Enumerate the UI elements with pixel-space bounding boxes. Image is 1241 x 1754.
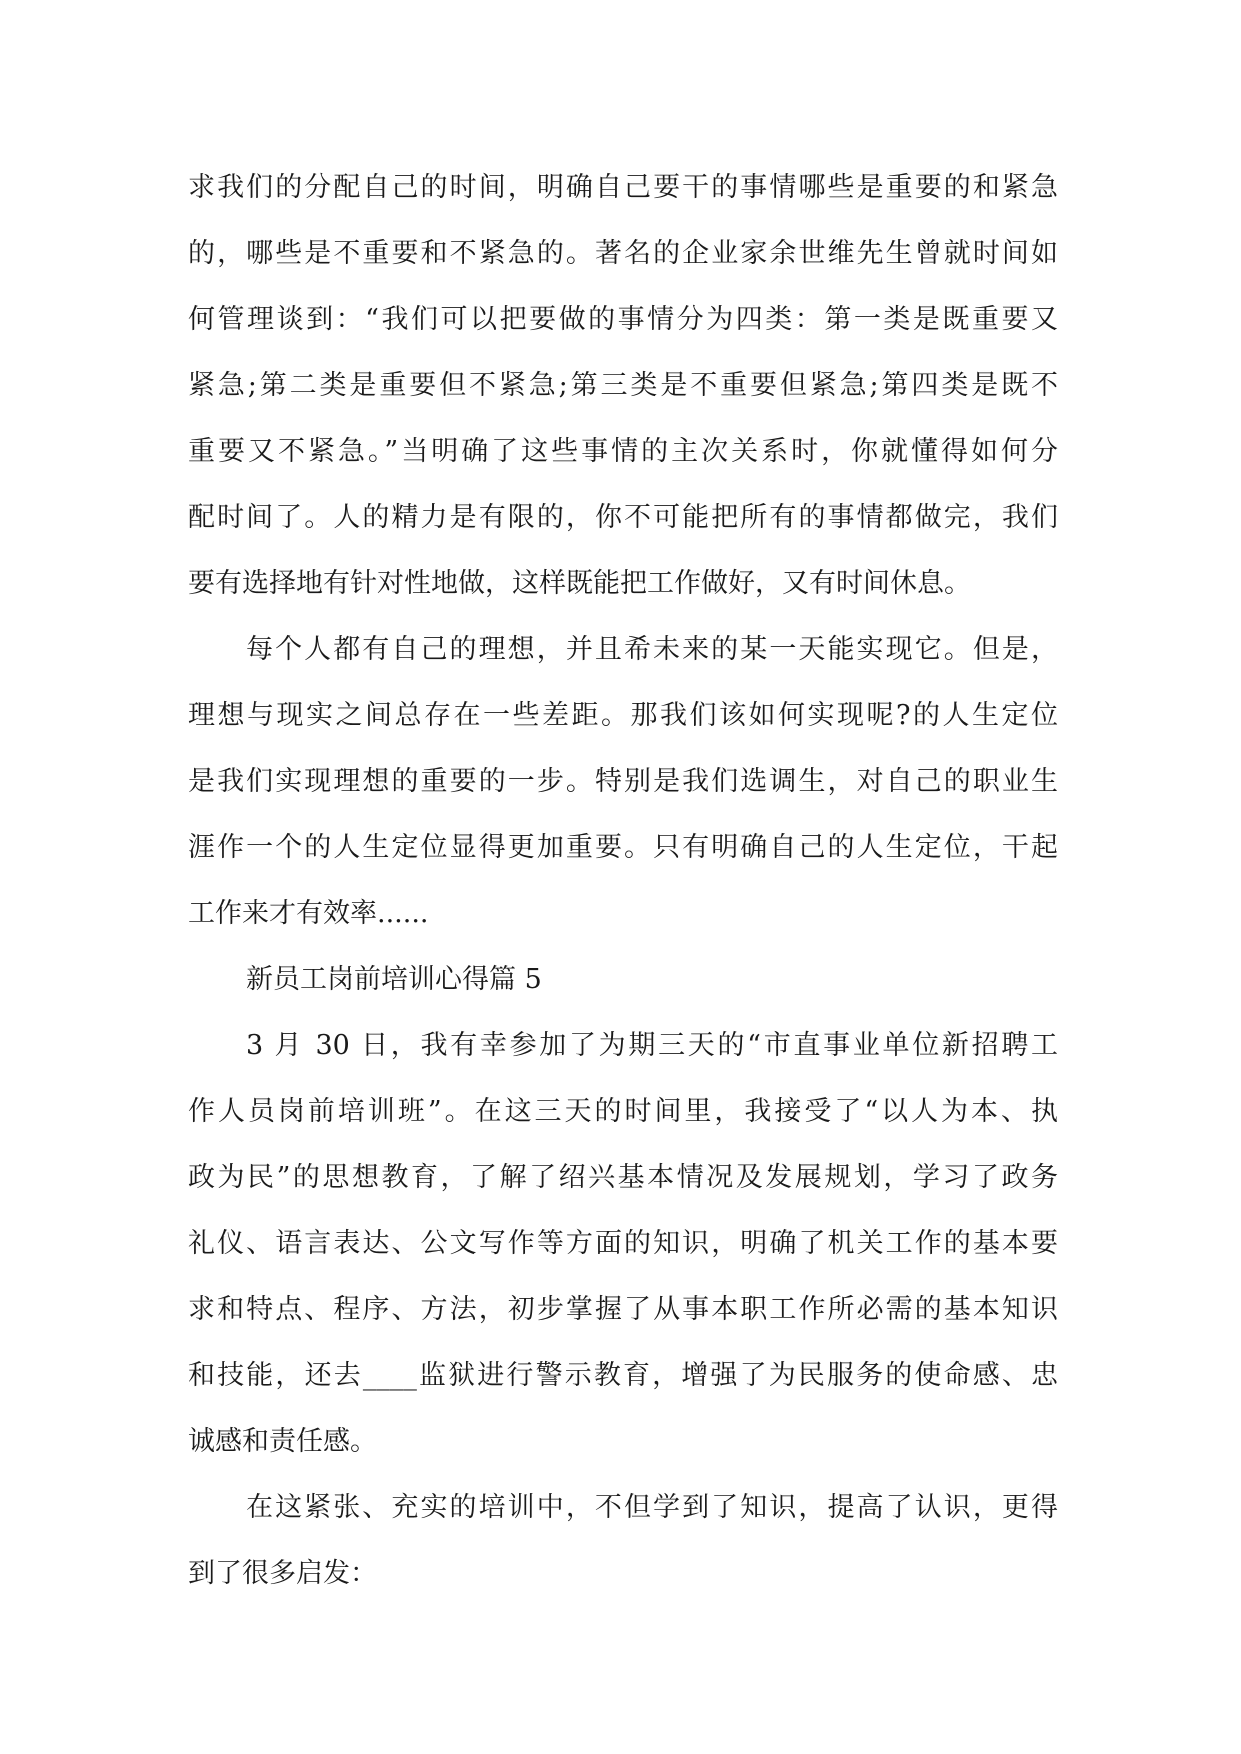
paragraph <box>188 617 1058 947</box>
text-line: 到了很多启发： <box>188 1558 377 1589</box>
document-body <box>188 155 1058 1607</box>
text-line: 作人员岗前培训班”。在这三天的时间里，我接受了“以人为本、执 <box>188 1096 1058 1127</box>
text-line: 在这紧张、充实的培训中，不但学到了知识，提高了认识，更得 <box>246 1492 1058 1523</box>
text-line: 诚感和责任感。 <box>188 1426 377 1457</box>
paragraph <box>188 1475 1058 1607</box>
text-line: 何管理谈到：“我们可以把要做的事情分为四类：第一类是既重要又 <box>188 304 1058 335</box>
text-line: 礼仪、语言表达、公文写作等方面的知识，明确了机关工作的基本要 <box>188 1228 1058 1259</box>
text-line: 配时间了。人的精力是有限的，你不可能把所有的事情都做完，我们 <box>188 502 1058 533</box>
paragraph <box>188 155 1058 617</box>
text-line: 的，哪些是不重要和不紧急的。著名的企业家余世维先生曾就时间如 <box>188 238 1058 269</box>
text-line: 求我们的分配自己的时间，明确自己要干的事情哪些是重要的和紧急 <box>188 172 1058 203</box>
text-line: 政为民”的思想教育，了解了绍兴基本情况及发展规划，学习了政务 <box>188 1162 1058 1193</box>
paragraph <box>188 947 1058 1013</box>
text-line: 重要又不紧急。”当明确了这些事情的主次关系时，你就懂得如何分 <box>188 436 1058 467</box>
text-line: 和技能，还去____监狱进行警示教育，增强了为民服务的使命感、忠 <box>188 1360 1058 1391</box>
text-line: 紧急;第二类是重要但不紧急;第三类是不重要但紧急;第四类是既不 <box>188 370 1058 401</box>
text-line: 涯作一个的人生定位显得更加重要。只有明确自己的人生定位，干起 <box>188 832 1058 863</box>
paragraph <box>188 1013 1058 1475</box>
text-line: 工作来才有效率...... <box>188 898 429 929</box>
text-line: 理想与现实之间总存在一些差距。那我们该如何实现呢?的人生定位 <box>188 700 1058 731</box>
text-line: 3 月 30 日，我有幸参加了为期三天的“市直事业单位新招聘工 <box>246 1030 1058 1061</box>
text-line: 是我们实现理想的重要的一步。特别是我们选调生，对自己的职业生 <box>188 766 1058 797</box>
text-line: 求和特点、程序、方法，初步掌握了从事本职工作所必需的基本知识 <box>188 1294 1058 1325</box>
text-line: 要有选择地有针对性地做，这样既能把工作做好，又有时间休息。 <box>188 568 971 599</box>
text-line: 新员工岗前培训心得篇 5 <box>246 964 542 995</box>
text-line: 每个人都有自己的理想，并且希未来的某一天能实现它。但是， <box>246 634 1058 665</box>
